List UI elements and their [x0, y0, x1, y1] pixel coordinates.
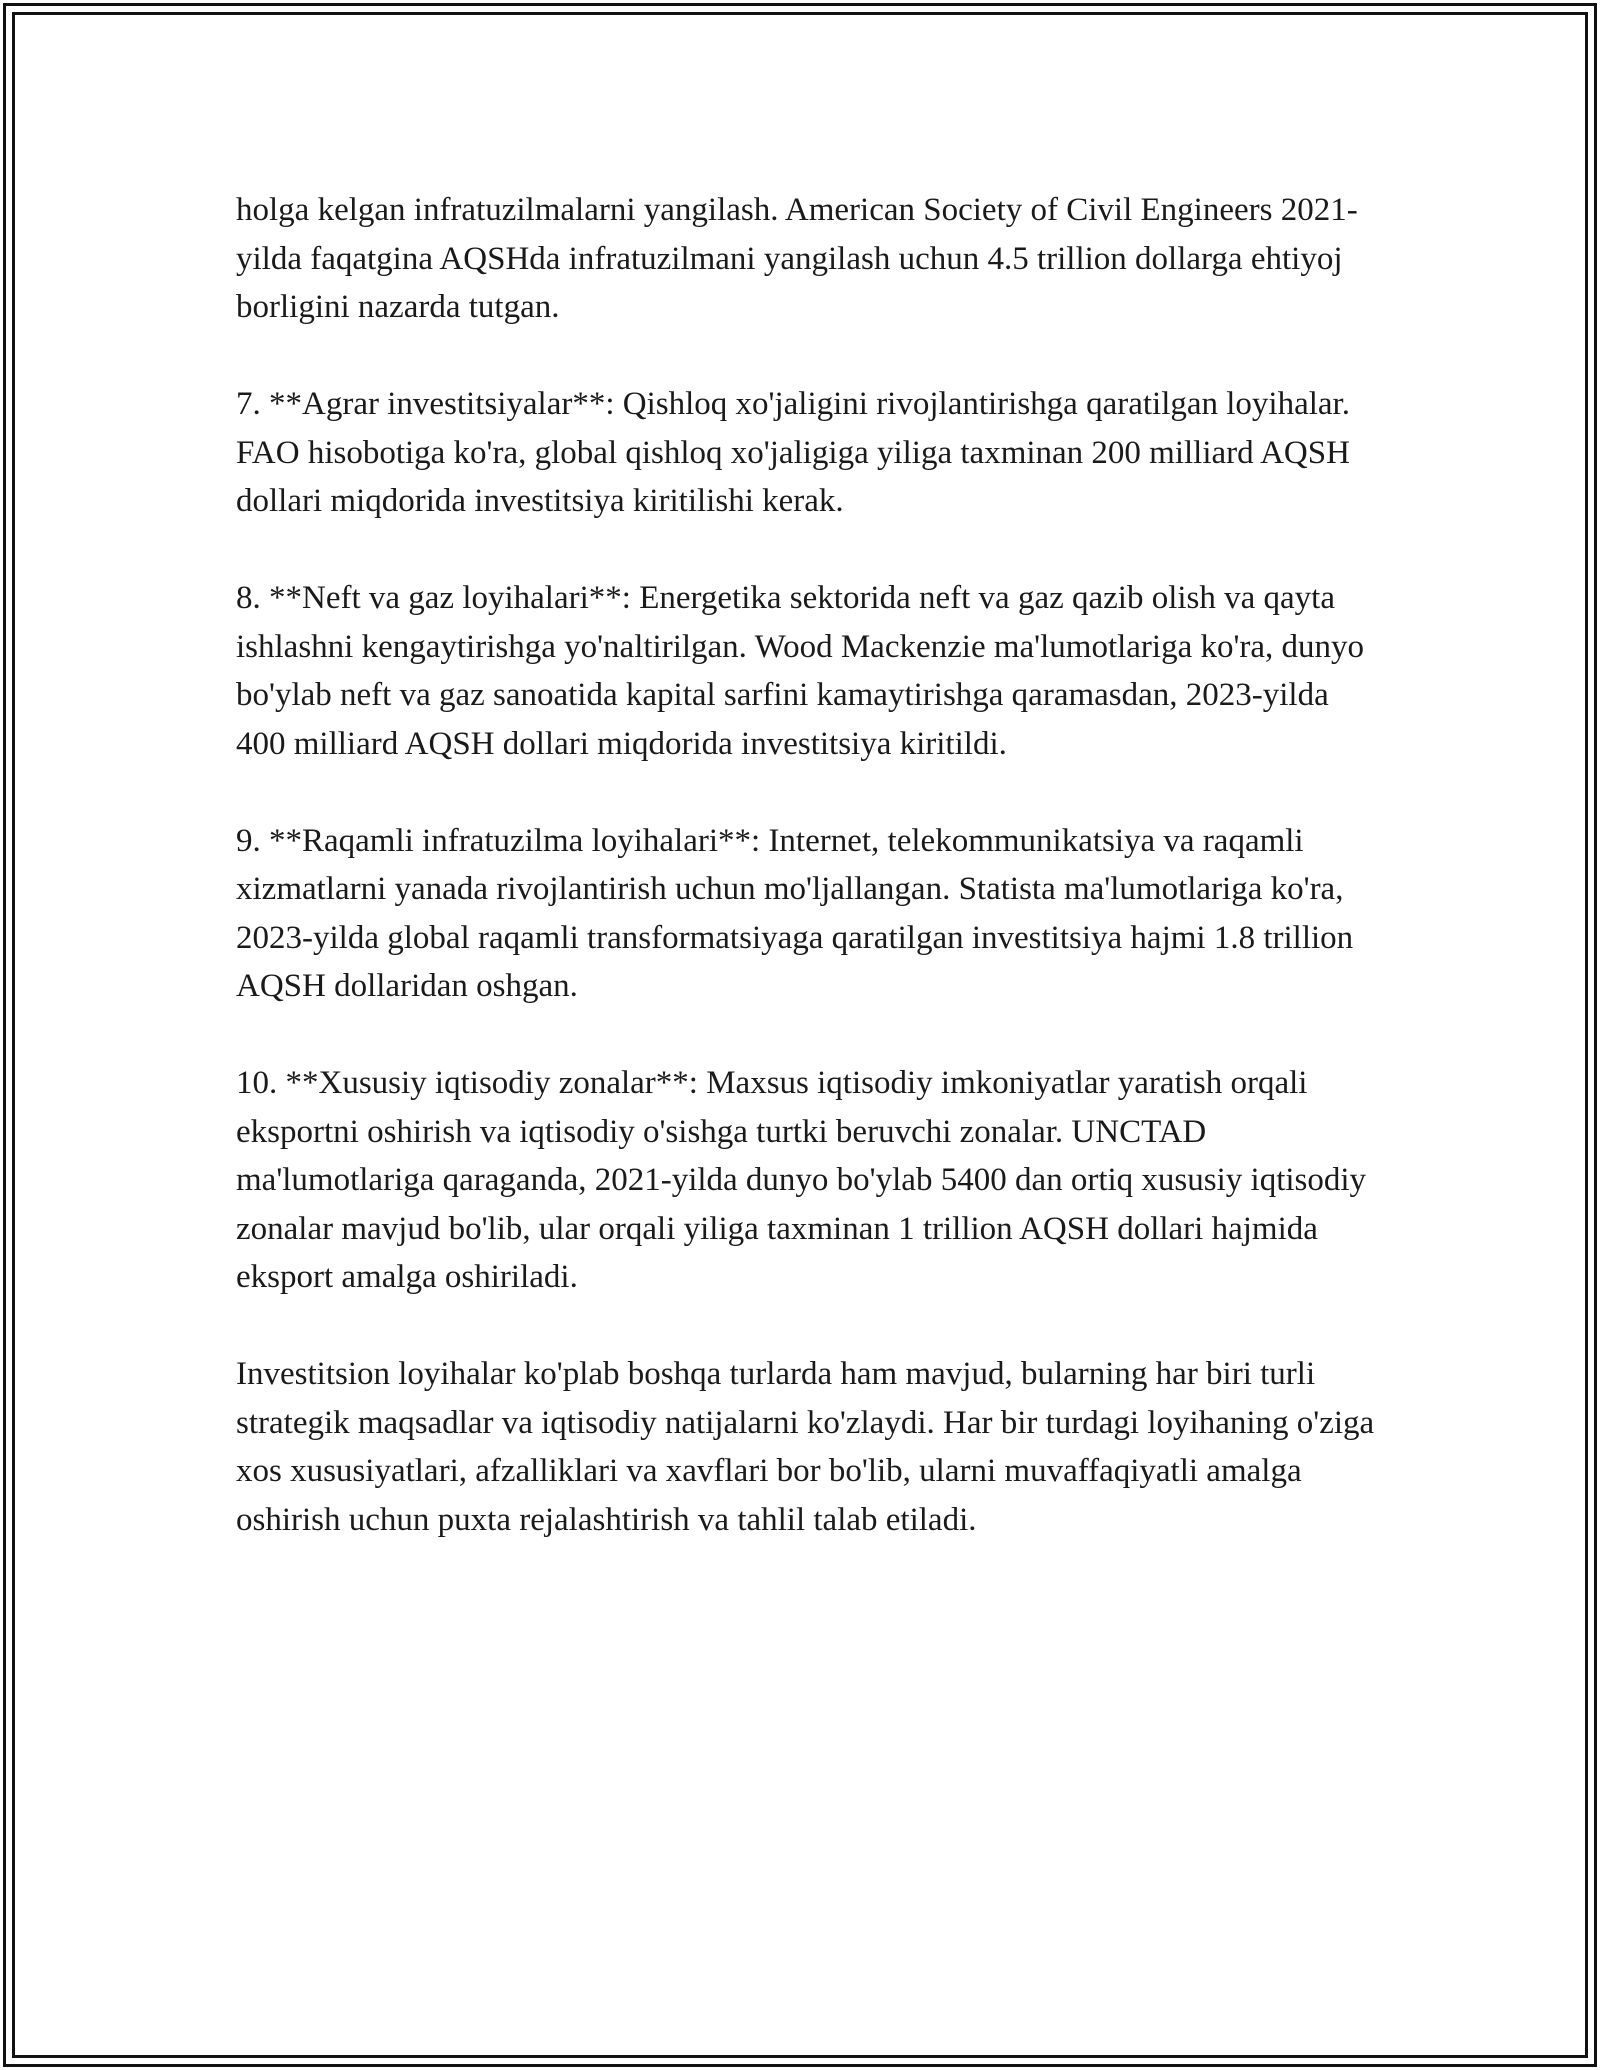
- document-body: [236, 186, 1386, 1544]
- paragraph-raqamli-infratuzilma: 9. **Raqamli infratuzilma loyihalari**: Internet, telekommunikatsiya va raqamli xizmatlarni yanada rivojlantirish uchun mo'ljallangan. Statista ma'lumotlariga ko'ra, 2023-yilda global raqamli transformatsiyaga qaratilgan investitsiya hajmi 1.8 trillion AQSH dollaridan oshgan.: [236, 822, 1354, 1004]
- paragraph-conclusion: Investitsion loyihalar ko'plab boshqa turlarda ham mavjud, bularning har biri turli strategik maqsadlar va iqtisodiy natijalarni ko'zlaydi. Har bir turdagi loyihaning o'ziga xos xususiyatlari, afzalliklari va xavflari bor bo'lib, ularni muvaffaqiyatli amalga oshirish uchun puxta rejalashtirish va tahlil talab etiladi.: [236, 1356, 1375, 1538]
- paragraph-xususiy-iqtisodiy-zonalar: 10. **Xususiy iqtisodiy zonalar**: Maxsus iqtisodiy imkoniyatlar yaratish orqali eksportni oshirish va iqtisodiy o'sishga turtki beruvchi zonalar. UNCTAD ma'lumotlariga qaraganda, 2021-yilda dunyo bo'ylab 5400 dan ortiq xususiy iqtisodiy zonalar mavjud bo'lib, ular orqali yiliga taxminan 1 trillion AQSH dollari hajmida eksport amalga oshiriladi.: [236, 1065, 1367, 1295]
- paragraph-agrar-investitsiyalar: 7. **Agrar investitsiyalar**: Qishloq xo'jaligini rivojlantirishga qaratilgan loyihalar. FAO hisobotiga ko'ra, global qishloq xo'jaligiga yiliga taxminan 200 milliard AQSH dollari miqdorida investitsiya kiritilishi kerak.: [236, 386, 1350, 519]
- paragraph-infrastructure-continuation: holga kelgan infratuzilmalarni yangilash. American Society of Civil Engineers 2021-yilda faqatgina AQSHda infratuzilmani yangilash uchun 4.5 trillion dollarga ehtiyoj borligini nazarda tutgan.: [236, 192, 1358, 325]
- paragraph-neft-gaz-loyihalari: 8. **Neft va gaz loyihalari**: Energetika sektorida neft va gaz qazib olish va qayta ishlashni kengaytirishga yo'naltirilgan. Wood Mackenzie ma'lumotlariga ko'ra, dunyo bo'ylab neft va gaz sanoatida kapital sarfini kamaytirishga qaramasdan, 2023-yilda 400 milliard AQSH dollari miqdorida investitsiya kiritildi.: [236, 580, 1365, 762]
